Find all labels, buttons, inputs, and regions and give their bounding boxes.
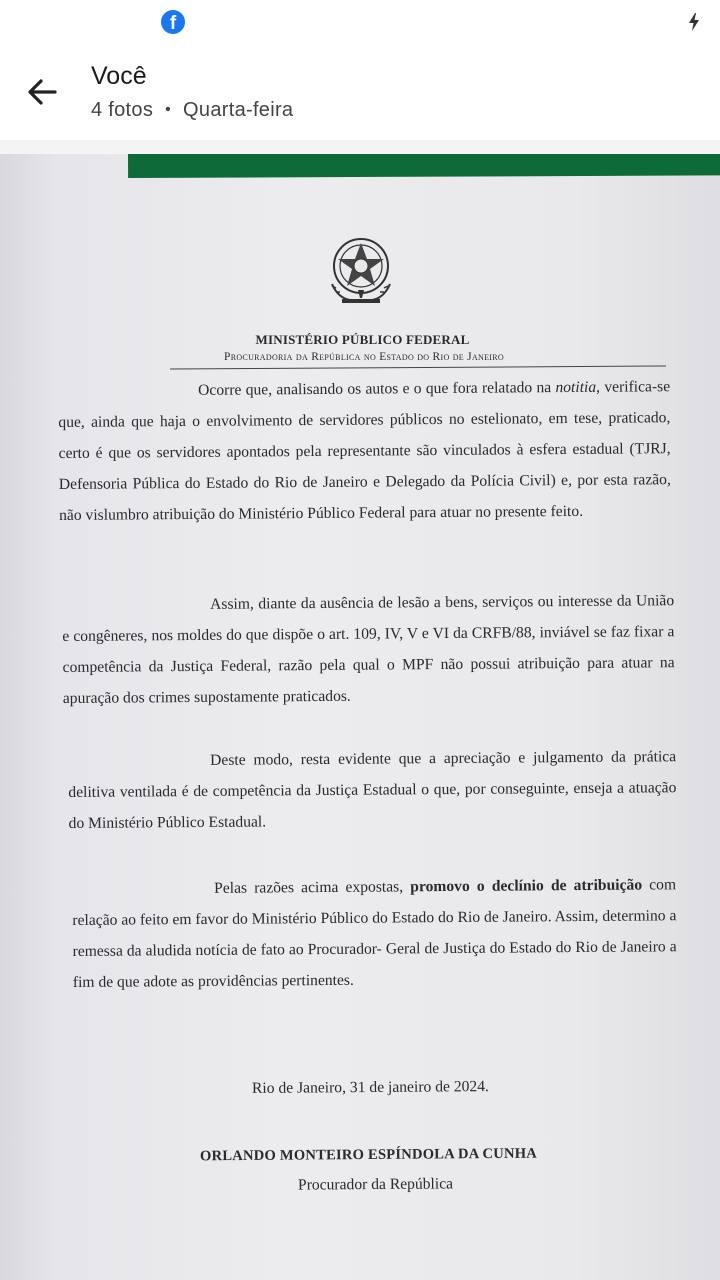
p4-text-b: com relação ao feito em favor do Ministério Público do Estado do Rio de Janeiro. Assim, determino a remessa da aludida notícia de fato ao Procurador- Geral de Justiça do Estado do Rio de Janeiro a fim de que adote as providências pertinentes. — [72, 876, 677, 991]
arrow-left-icon — [22, 72, 62, 112]
org-name: MINISTÉRIO PÚBLICO FEDERAL — [255, 332, 470, 347]
org-subtitle: Procuradoria da República no Estado do Rio de Janeiro — [224, 351, 504, 363]
album-subtitle — [91, 99, 293, 122]
paragraph-2: Assim, diante da ausência de lesão a bens, serviços ou interesse da União e congêneres, nos moldes do que dispõe o art. 109, IV, V e VI da CRFB/88, inviável se faz fixar a competência da Justiça Federal, razão pela qual o MPF não possui atribuição para atuar na apuração dos crimes supostamente praticados. — [62, 592, 675, 707]
header-rule — [170, 365, 666, 369]
facebook-icon: f — [161, 10, 185, 34]
brazil-coat-of-arms-icon — [318, 234, 404, 310]
paragraph-4 — [72, 869, 677, 998]
separator-dot: • — [165, 101, 172, 118]
p1-italic: notitia — [555, 378, 597, 397]
photo-count: 4 fotos — [91, 99, 154, 121]
bolt-icon — [688, 13, 700, 31]
status-bar — [0, 0, 720, 44]
back-button[interactable] — [22, 72, 62, 112]
signer-title: Procurador da República — [297, 1175, 454, 1194]
post-day: Quarta-feira — [183, 99, 294, 121]
date-line: Rio de Janeiro, 31 de janeiro de 2024. — [251, 1078, 489, 1097]
document-photo[interactable] — [0, 154, 720, 1280]
p1-text-b: , verifica-se que, ainda que haja o envolvimento de servidores públicos no estelionato, em tese, praticado, certo é que os servidores apontados pela representante são vinculados à esfera estadual (TJRJ, Defensoria Pública do Estado do Rio de Janeiro e Delegado da Polícia Civil) e, por esta razão, não vislumbro atribuição do Ministério Público Federal para atuar no presente feito. — [58, 378, 671, 524]
p4-text-a: Pelas razões acima expostas, — [214, 878, 411, 897]
header-divider — [0, 140, 720, 154]
signer-name: ORLANDO MONTEIRO ESPÍNDOLA DA CUNHA — [199, 1145, 538, 1165]
document-page — [0, 154, 720, 1280]
p4-bold: promovo o declínio de atribuição — [410, 876, 643, 896]
album-owner-title: Você — [91, 62, 147, 90]
paragraph-3: Deste modo, resta evidente que a apreciação e julgamento da prática delitiva ventilada é de competência da Justiça Estadual o que, por conseguinte, enseja a atuação do Ministério Público Estadual. — [68, 748, 677, 832]
photo-viewer-header — [0, 44, 720, 140]
p1-text-a: Ocorre que, analisando os autos e o que fora relatado na — [198, 379, 556, 399]
paragraph-1 — [58, 371, 671, 531]
